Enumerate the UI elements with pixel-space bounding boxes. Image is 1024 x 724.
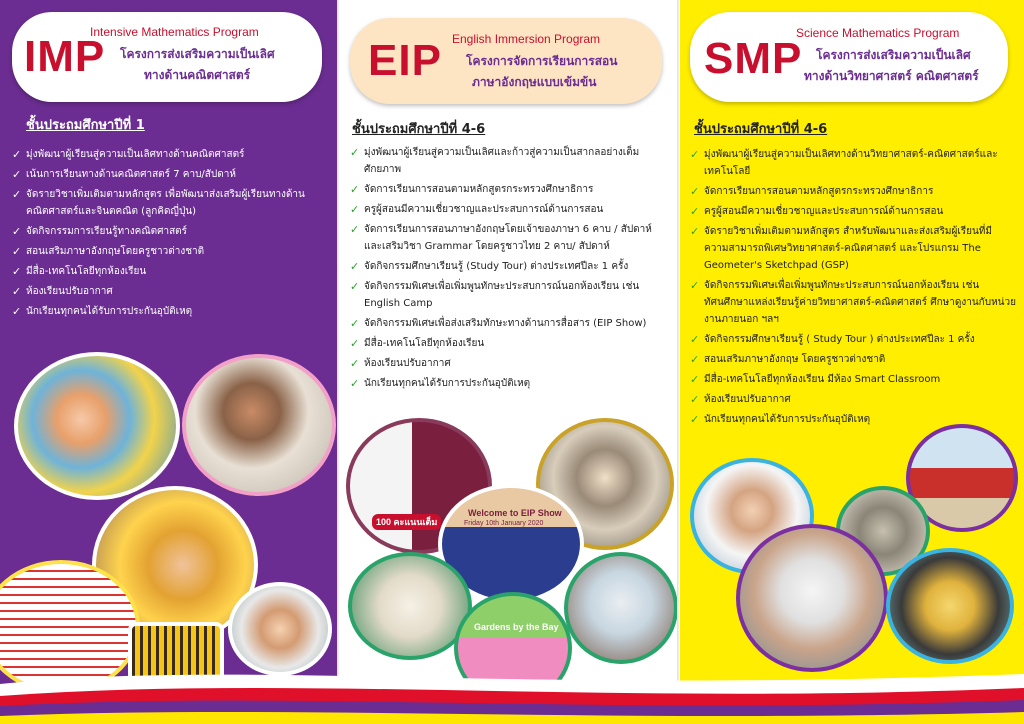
check-icon: ✓ xyxy=(12,285,22,298)
item-text: จัดกิจกรรมศึกษาเรียนรู้ (Study Tour) ต่างประเทศปีละ 1 ครั้ง xyxy=(364,261,629,272)
check-icon: ✓ xyxy=(690,413,700,426)
item-text: มีสื่อ-เทคโนโลยีทุกห้องเรียน xyxy=(364,338,485,349)
item-text: มุ่งพัฒนาผู้เรียนสู่ความเป็นเลิศทางด้านคณิตศาสตร์ xyxy=(26,149,245,160)
smp-level: ชั้นประถมศึกษาปีที่ 4-6 xyxy=(694,122,828,137)
smp-feature-list xyxy=(690,146,1016,431)
eip-program-th-1: โครงการจัดการเรียนการสอน xyxy=(466,54,618,68)
check-icon: ✓ xyxy=(350,203,360,216)
list-item xyxy=(690,203,1016,220)
eip-program-th-2: ภาษาอังกฤษแบบเข้มข้น xyxy=(472,75,597,89)
item-text: มุ่งพัฒนาผู้เรียนสู่ความเป็นเลิศและก้าวสู่ความเป็นสากลอย่างเต็มศักยภาพ xyxy=(364,147,640,175)
list-item xyxy=(690,331,1016,348)
check-icon: ✓ xyxy=(350,377,360,390)
list-item xyxy=(690,351,1016,368)
item-text: จัดกิจกรรมพิเศษเพื่อส่งเสริมทักษะทางด้านการสื่อสาร (EIP Show) xyxy=(364,318,647,329)
list-item xyxy=(690,223,1016,274)
item-text: สอนเสริมภาษาอังกฤษ โดยครูชาวต่างชาติ xyxy=(704,354,886,365)
item-text: เน้นการเรียนทางด้านคณิตศาสตร์ 7 คาบ/สัปดาห์ xyxy=(26,169,236,180)
list-item xyxy=(350,355,672,372)
check-icon: ✓ xyxy=(12,168,22,181)
item-text: จัดรายวิชาเพิ่มเติมตามหลักสูตร เพื่อพัฒนาส่งเสริมผู้เรียนทางด้านคณิตศาสตร์และจินตคณิต (ลูกคิดญี่ปุ่น) xyxy=(26,189,305,217)
list-item xyxy=(690,146,1016,180)
item-text: จัดการเรียนการสอนภาษาอังกฤษโดยเจ้าของภาษา 6 คาบ / สัปดาห์ และเสริมวิชา Grammar โดยครูชาวไทย 2 คาบ/ สัปดาห์ xyxy=(364,224,652,252)
check-icon: ✓ xyxy=(12,188,22,201)
eip-panel xyxy=(340,0,680,724)
smp-panel xyxy=(680,0,1024,724)
check-icon: ✓ xyxy=(350,260,360,273)
smp-abbr: SMP xyxy=(704,34,803,83)
list-item xyxy=(350,144,672,178)
list-item xyxy=(350,221,672,255)
item-text: จัดกิจกรรมการเรียนรู้ทางคณิตศาสตร์ xyxy=(26,226,188,237)
item-text: จัดการเรียนการสอนตามหลักสูตรกระทรวงศึกษาธิการ xyxy=(364,184,594,195)
imp-abbr: IMP xyxy=(24,32,106,81)
check-icon: ✓ xyxy=(690,353,700,366)
item-text: จัดการเรียนการสอนตามหลักสูตรกระทรวงศึกษาธิการ xyxy=(704,186,934,197)
check-icon: ✓ xyxy=(12,225,22,238)
check-icon: ✓ xyxy=(350,280,360,293)
list-item xyxy=(12,223,330,240)
item-text: ห้องเรียนปรับอากาศ xyxy=(26,286,113,297)
check-icon: ✓ xyxy=(350,223,360,236)
list-item xyxy=(350,258,672,275)
imp-photo-teacher xyxy=(182,354,336,496)
check-icon: ✓ xyxy=(12,148,22,161)
list-item xyxy=(690,277,1016,328)
item-text: ห้องเรียนปรับอากาศ xyxy=(704,394,791,405)
eip-gardens-text: Gardens by the Bay xyxy=(474,622,559,632)
eip-show-title: Welcome to EIP Show xyxy=(468,508,562,518)
smp-program-th-2: ทางด้านวิทยาศาสตร์ คณิตศาสตร์ xyxy=(804,69,979,83)
item-text: มีสื่อ-เทคโนโลยีทุกห้องเรียน มีห้อง Smart Classroom xyxy=(704,374,941,385)
check-icon: ✓ xyxy=(690,333,700,346)
eip-abbr: EIP xyxy=(368,36,442,85)
eip-level: ชั้นประถมศึกษาปีที่ 4-6 xyxy=(352,122,486,137)
item-text: มุ่งพัฒนาผู้เรียนสู่ความเป็นเลิศทางด้านวิทยาศาสตร์-คณิตศาสตร์และเทคโนโลยี xyxy=(704,149,998,177)
smp-photo-robots xyxy=(886,548,1014,664)
eip-show-date: Friday 10th January 2020 xyxy=(464,520,544,527)
check-icon: ✓ xyxy=(690,279,700,292)
check-icon: ✓ xyxy=(12,305,22,318)
check-icon: ✓ xyxy=(350,183,360,196)
check-icon: ✓ xyxy=(690,185,700,198)
list-item xyxy=(12,166,330,183)
item-text: ครูผู้สอนมีความเชี่ยวชาญและประสบการณ์ด้านการสอน xyxy=(364,204,604,215)
check-icon: ✓ xyxy=(690,205,700,218)
list-item xyxy=(12,186,330,220)
smp-photo-lab-class xyxy=(736,524,888,672)
smp-header xyxy=(690,12,1008,102)
list-item xyxy=(690,183,1016,200)
list-item xyxy=(12,243,330,260)
item-text: นักเรียนทุกคนได้รับการประกันอุบัติเหตุ xyxy=(26,306,193,317)
list-item xyxy=(350,335,672,352)
list-item xyxy=(350,201,672,218)
check-icon: ✓ xyxy=(350,357,360,370)
item-text: จัดกิจกรรมพิเศษเพื่อเพิ่มพูนทักษะประสบการณ์นอกห้องเรียน เช่น ทัศนศึกษาแหล่งเรียนรู้ค่ายวิทยาศาสตร์-คณิตศาสตร์ ศึกษาดูงานกับหน่วยงานภายนอก ฯลฯ xyxy=(704,280,1016,325)
imp-level: ชั้นประถมศึกษาปีที่ 1 xyxy=(26,118,145,133)
item-text: จัดกิจกรรมศึกษาเรียนรู้ ( Study Tour ) ต่างประเทศปีละ 1 ครั้ง xyxy=(704,334,975,345)
imp-panel xyxy=(0,0,340,724)
imp-feature-list xyxy=(12,146,330,323)
eip-program-en: English Immersion Program xyxy=(452,32,601,46)
check-icon: ✓ xyxy=(350,337,360,350)
list-item xyxy=(12,263,330,280)
imp-photo-classroom xyxy=(14,352,180,500)
check-icon: ✓ xyxy=(12,245,22,258)
check-icon: ✓ xyxy=(350,146,360,159)
list-item xyxy=(12,303,330,320)
smp-program-en: Science Mathematics Program xyxy=(796,26,960,40)
imp-program-th-2: ทางด้านคณิตศาสตร์ xyxy=(144,68,251,82)
imp-program-en: Intensive Mathematics Program xyxy=(90,25,259,39)
eip-photo-lesson xyxy=(564,552,678,664)
item-text: มีสื่อ-เทคโนโลยีทุกห้องเรียน xyxy=(26,266,147,277)
item-text: ห้องเรียนปรับอากาศ xyxy=(364,358,451,369)
item-text: นักเรียนทุกคนได้รับการประกันอุบัติเหตุ xyxy=(704,414,871,425)
list-item xyxy=(690,391,1016,408)
item-text: จัดกิจกรรมพิเศษเพื่อเพิ่มพูนทักษะประสบการณ์นอกห้องเรียน เช่น English Camp xyxy=(364,281,640,309)
list-item xyxy=(12,146,330,163)
check-icon: ✓ xyxy=(690,373,700,386)
check-icon: ✓ xyxy=(690,225,700,238)
check-icon: ✓ xyxy=(350,317,360,330)
check-icon: ✓ xyxy=(690,393,700,406)
eip-award-text: 100 คะแนนเต็ม xyxy=(372,514,441,530)
item-text: จัดรายวิชาเพิ่มเติมตามหลักสูตร สำหรับพัฒนาและส่งเสริมผู้เรียนที่มีความสามารถพิเศษวิทยาศาสตร์-คณิตศาสตร์ และโปรแกรม The Geometer's Sketchpad (GSP) xyxy=(704,226,992,271)
list-item xyxy=(350,181,672,198)
imp-program-th-1: โครงการส่งเสริมความเป็นเลิศ xyxy=(120,47,275,61)
eip-header xyxy=(350,18,662,104)
list-item xyxy=(350,315,672,332)
item-text: นักเรียนทุกคนได้รับการประกันอุบัติเหตุ xyxy=(364,378,531,389)
eip-feature-list xyxy=(350,144,672,395)
list-item xyxy=(690,371,1016,388)
list-item xyxy=(12,283,330,300)
smp-program-th-1: โครงการส่งเสริมความเป็นเลิศ xyxy=(816,48,971,62)
list-item xyxy=(350,278,672,312)
check-icon: ✓ xyxy=(12,265,22,278)
check-icon: ✓ xyxy=(690,148,700,161)
item-text: สอนเสริมภาษาอังกฤษโดยครูชาวต่างชาติ xyxy=(26,246,205,257)
item-text: ครูผู้สอนมีความเชี่ยวชาญและประสบการณ์ด้านการสอน xyxy=(704,206,944,217)
imp-header xyxy=(12,12,322,102)
list-item xyxy=(350,375,672,392)
bottom-stripes xyxy=(0,654,1024,724)
